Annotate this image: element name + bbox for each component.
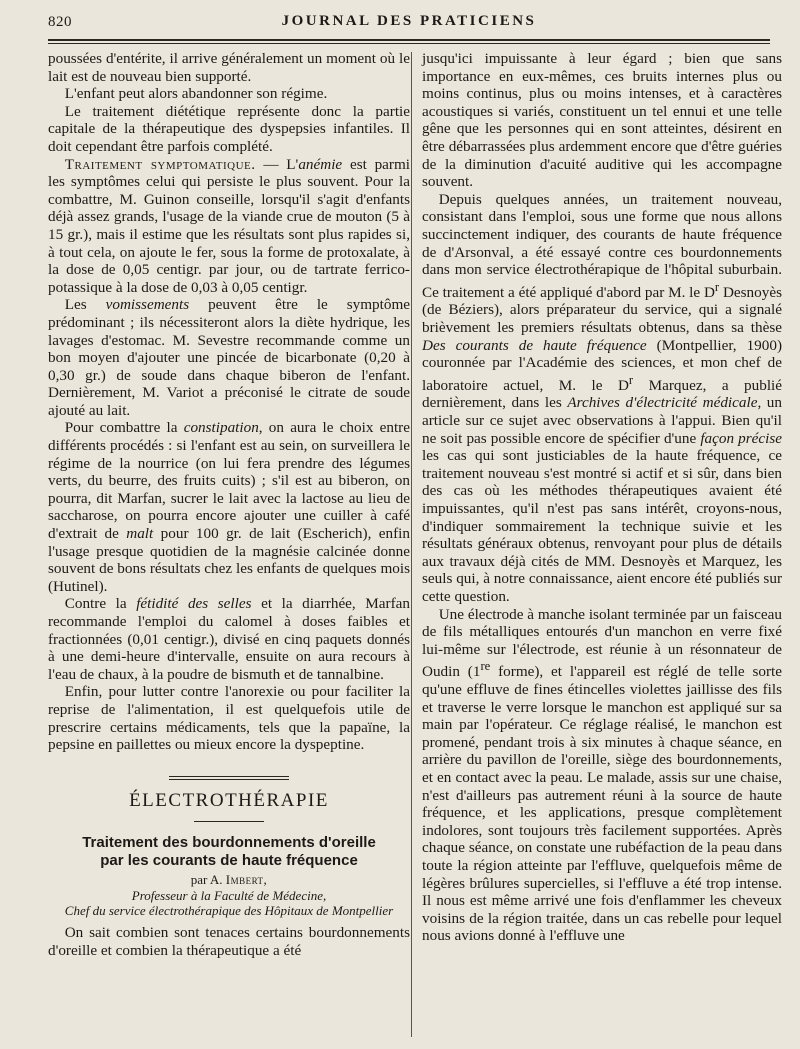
paragraph: Pour combattre la constipation, on aura le choix entre différents procédés : si l'enfant est au sein, on surveillera le régime de la nourrice (on lui fera prendre des légumes verts, du beurre, des fruits cuits) ; s'il est au biberon, on pourra, dit Marfan, sucrer le lait avec la lactose au lieu de saccharose, on pourra encore ajouter une cuiller à café d'extrait de malt pour 100 gr. de lait (Escherich), enfin l'usage presque quotidien de la magnésie calcinée donne souvent de bons résultats chez les enfants de quelques mois (Hutinel). (48, 419, 410, 595)
paragraph: Une électrode à manche isolant terminée par un faisceau de fils métalliques entourés d'un manchon en verre fixé lui-même sur l'électrode, est réunie à un résonnateur de Oudin (1re forme), et l'appareil est réglé de telle sorte qu'une effluve de fines étincelles violettes jaillisse des fils et traverse le verre lorsque le manchon est appliqué sur sa main par l'opérateur. Ce réglage réalisé, le manchon est promené, pendant trois à six minutes à chaque séance, en arrière du pavillon de l'oreille, siège des bourdonnements, et en contact avec la peau. Le malade, assis sur une chaise, n'est d'ailleurs pas autrement réuni à la source de haute fréquence, et les applications, presque complètement indolores, sont toujours très facilement supportées. Après chaque séance, on constate une rubéfaction de la peau dans toute la région atteinte par l'effluve, quelquefois même de légères brûlures supercielles, si l'effluve a été trop intense. Il nous est même arrivé une fois d'enflammer les cheveux voisins de la région traitée, dans un cas rebelle pour lequel nous avions donné à l'effluve une (422, 605, 783, 945)
section-title: ÉLECTROTHÉRAPIE (129, 789, 329, 811)
section-separator (169, 776, 289, 777)
italic-term: constipation (183, 419, 259, 437)
italic-title: Des courants de haute fréquence (422, 336, 647, 354)
section-separator (169, 779, 289, 780)
italic-title: Archives d'électricité médicale (567, 394, 758, 412)
paragraph: Contre la fétidité des selles et la diarrhée, Marfan recommande l'emploi du calomel à doses faibles et fractionnées (0,01 centigr.), divisé en cinq paquets donnés à une demi-heure d'intervalle, ensuite on aura recours à l'eau de chaux, à la poudre de bismuth et de tannalbine. (48, 595, 410, 683)
paragraph: Les vomissements peuvent être le symptôme prédominant ; ils nécessiteront alors la diète hydrique, les lavages d'estomac. M. Sevestre recommande comme un bon moyen d'ajouter une pincée de bicarbonate (0,20 à 0,30 gr.) de soude dans chaque biberon de l'enfant. Dernièrement, M. Variot a préconisé le citrate de soude ajouté au lait. (48, 296, 411, 419)
italic-term: malt (126, 525, 154, 543)
byline: par A. Imbert, (190, 872, 268, 888)
author-role: Professeur à la Faculté de Médecine, (131, 888, 327, 904)
paragraph: jusqu'ici impuissante à leur égard ; bien que sans importance en eux-mêmes, ces bruits internes plus ou moins continus, plus ou moins intenses, et à caractères acoustiques si variés, constituent un tel ennui et une telle gêne que les personnes qui en sont atteintes, désirent en être débarrassées plus ardemment encore que d'être guéries de la diminution d'acuité auditive qui les accompagne souvent. (422, 50, 782, 191)
right-column (422, 50, 782, 945)
page-header (48, 12, 770, 34)
italic-term: vomissements (105, 296, 190, 314)
paragraph: On sait combien sont tenaces certains bourdonnements d'oreille et combien la thérapeutique a été (48, 924, 410, 959)
article-title: Traitement des bourdonnements d'oreille par les courants de haute fréquence (82, 834, 376, 870)
journal-title: JOURNAL DES PRATICIENS (281, 13, 537, 29)
paragraph: poussées d'entérite, il arrive généralement un moment où le lait est de nouveau bien supporté. (48, 50, 410, 85)
author-affiliation: Chef du service électrothérapique des Hôpitaux de Montpellier (64, 903, 394, 919)
italic-term: fétidité des selles (136, 595, 252, 613)
section-rule (194, 821, 264, 822)
run-in-heading: Traitement symptomatique. (64, 155, 256, 173)
italic-term: façon précise (700, 429, 782, 447)
page-number: 820 (48, 14, 72, 30)
column-divider (411, 52, 412, 1037)
header-rule (48, 39, 770, 41)
paragraph: Enfin, pour lutter contre l'anorexie ou pour faciliter la reprise de l'alimentation, il est quelquefois utile de prescrire certains médicaments, tels que la papaïne, la pepsine en paillettes ou mieux encore la dyspeptine. (48, 683, 410, 754)
left-column (48, 50, 410, 960)
header-rule-thin (48, 43, 770, 44)
paragraph: L'enfant peut alors abandonner son régime. (64, 85, 328, 103)
paragraph-symptomatic-treatment: Traitement symptomatique. — L'anémie est parmi les symptômes celui qui persiste le plus souvent. Pour la combattre, M. Guinon conseille, lorsqu'il s'agit d'enfants déjà assez grands, l'usage de la viande crue de mouton (5 à 15 gr.), mais il estime que les résultats sont plus rapides si, à tout cela, on ajoute le fer, sous la forme de protoxalate, à la dose de 0,05 centigr. par jour, ou de tartrate ferrico-potassique à la dose de 0,03 à 0,05 centigr. (48, 155, 411, 296)
paragraph: Le traitement diététique représente donc la partie capitale de la thérapeutique des dyspepsies infantiles. Il doit cependant être parfois complété. (48, 102, 410, 155)
article-body (48, 924, 410, 959)
italic-term: anémie (298, 155, 343, 173)
author-name: Imbert, (225, 872, 268, 888)
paragraph: Depuis quelques années, un traitement nouveau, consistant dans l'emploi, sous une forme que nous allons succinctement indiquer, des courants de haute fréquence de d'Arsonval, a été essayé contre ces bourdonnements dans mon service électrothérapique de l'hôpital suburbain. Ce traitement a été appliqué d'abord par M. le $D^r$ Desnoyès (de Béziers), alors préparateur du service, qui a signalé brièvement les premiers résultats obtenus, dans sa thèse Des courants de haute fréquence (Montpellier, 1900) couronnée par l'Académie des sciences, et mon chef de laboratoire actuel, M. le $D^r$ Marquez, a publié dernièrement, dans les Archives d'électricité médicale, un article sur ce sujet avec observations à l'appui. Bien qu'il ne soit pas possible encore de spécifier d'une façon précise les cas qui sont justiciables de la haute fréquence, ce traitement nouveau s'est montré si actif et si sûr, dans bien des cas où les méthodes thérapeutiques avaient été impuissantes, qu'il n'est pas sans intérêt, croyons-nous, d'indiquer sommairement la technique suivie et les résultats généraux obtenus, renvoyant pour plus de détails aux travaux déjà cités de MM. Desnoyès et Marquez, les seuls qui, à notre connaissance, aient encore été publiés sur cette question. (422, 190, 782, 605)
